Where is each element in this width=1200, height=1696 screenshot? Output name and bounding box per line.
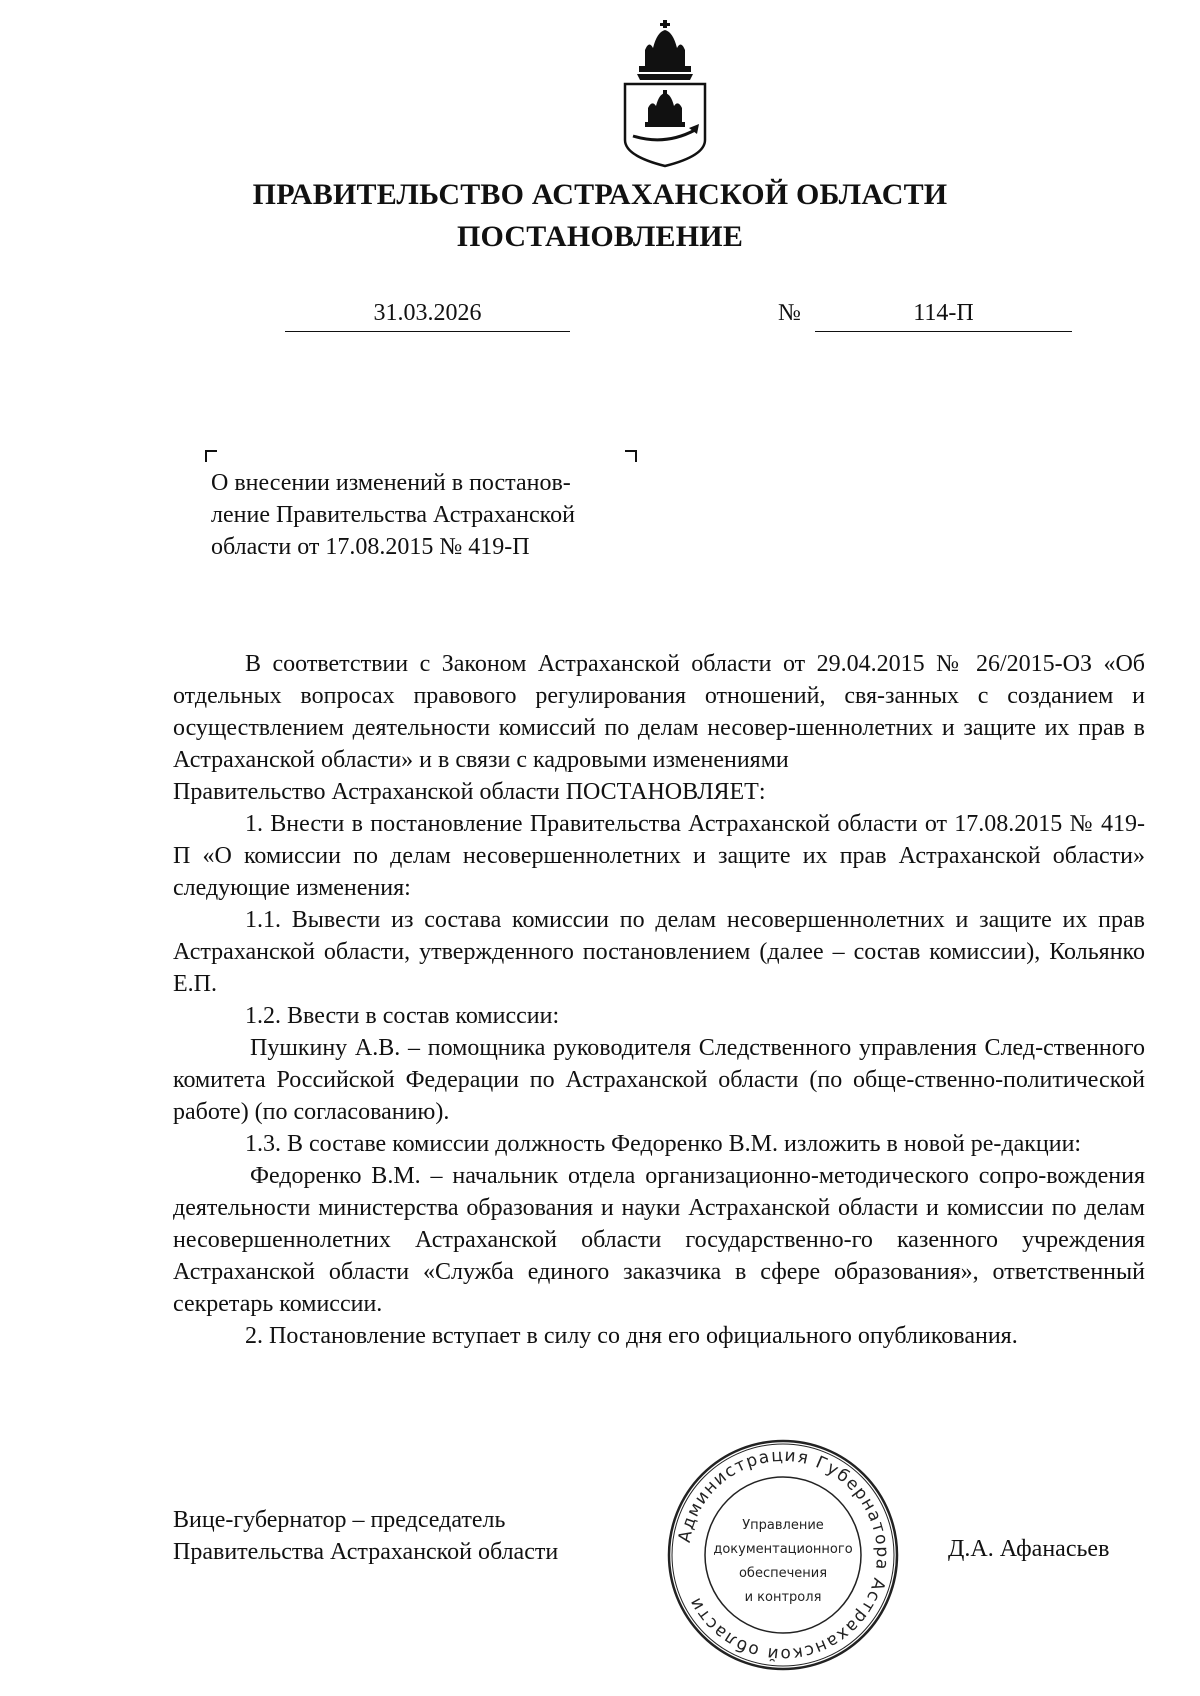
stamp-inner-line: обеспечения [738, 1566, 828, 1581]
subject-bracket-right [625, 450, 637, 462]
signatory-position-line: Правительства Астраханской области [173, 1539, 559, 1565]
subject-line: О внесении изменений в постанов- [211, 470, 571, 496]
resolves-line: Правительство Астраханской области ПОСТАНОВЛЯЕТ: [173, 779, 766, 805]
signatory-position [173, 1504, 558, 1568]
number-label: № [778, 300, 801, 326]
stamp-inner-line: и контроля [744, 1590, 822, 1605]
document-body [173, 648, 1145, 1352]
doc-type-title: ПОСТАНОВЛЕНИЕ [456, 220, 744, 253]
subject-bracket-left [205, 450, 217, 462]
paragraph-1: 1. Внести в постановление Правительства Астраханской области от 17.08.2015 № 419-П «О комиссии по делам несовершеннолетних и защите их прав Астраханской области» следующие изменения: [173, 811, 1145, 901]
subject-line: ление Правительства Астраханской [211, 502, 575, 528]
document-number: 114-П [815, 300, 1072, 332]
stamp-inner-line: Управление [742, 1518, 824, 1533]
org-title: ПРАВИТЕЛЬСТВО АСТРАХАНСКОЙ ОБЛАСТИ [252, 178, 948, 211]
paragraph-2: 2. Постановление вступает в силу со дня его официального опубликования. [245, 1323, 1018, 1349]
paragraph-1-2-text: Пушкину А.В. – помощника руководителя Следственного управления След-ственного комитета Российской Федерации по Астраханской области (по обще-ственно-политической работе) (по согласованию). [173, 1035, 1145, 1125]
signatory-position-line: Вице-губернатор – председатель [173, 1507, 506, 1533]
official-stamp [665, 1437, 901, 1673]
coat-of-arms-emblem [615, 18, 715, 168]
document-subject [211, 467, 641, 563]
stamp-inner-line: документационного [713, 1542, 853, 1557]
preamble-paragraph: В соответствии с Законом Астраханской области от 29.04.2015 № 26/2015-ОЗ «Об отдельных вопросах правового регулирования отношений, свя-занных с созданием и осуществлением деятельности комиссий по делам несовер-шеннолетних и защите их прав в Астраханской области» и в связи с кадровыми изменениями [173, 651, 1145, 773]
stamp-outer-text: Администрация Губернатора Астраханской области [674, 1445, 893, 1665]
signatory-name: Д.А. Афанасьев [948, 1536, 1110, 1562]
subject-line: области от 17.08.2015 № 419-П [211, 534, 530, 560]
paragraph-1-3: 1.3. В составе комиссии должность Федоренко В.М. изложить в новой ре-дакции: [245, 1131, 1082, 1157]
paragraph-1-3-text: Федоренко В.М. – начальник отдела организационно-методического сопро-вождения деятельности министерства образования и науки Астраханской области и комиссии по делам несовершеннолетних Астраханской области государственно-го казенного учреждения Астраханской области «Служба единого заказчика в сфере образования», ответственный секретарь комиссии. [173, 1163, 1145, 1317]
paragraph-1-1: 1.1. Вывести из состава комиссии по делам несовершеннолетних и защите их прав Астраханской области, утвержденного постановлением (далее – состав комиссии), Кольянко Е.П. [173, 907, 1145, 997]
document-date: 31.03.2026 [285, 300, 570, 332]
paragraph-1-2: 1.2. Ввести в состав комиссии: [245, 1003, 560, 1029]
